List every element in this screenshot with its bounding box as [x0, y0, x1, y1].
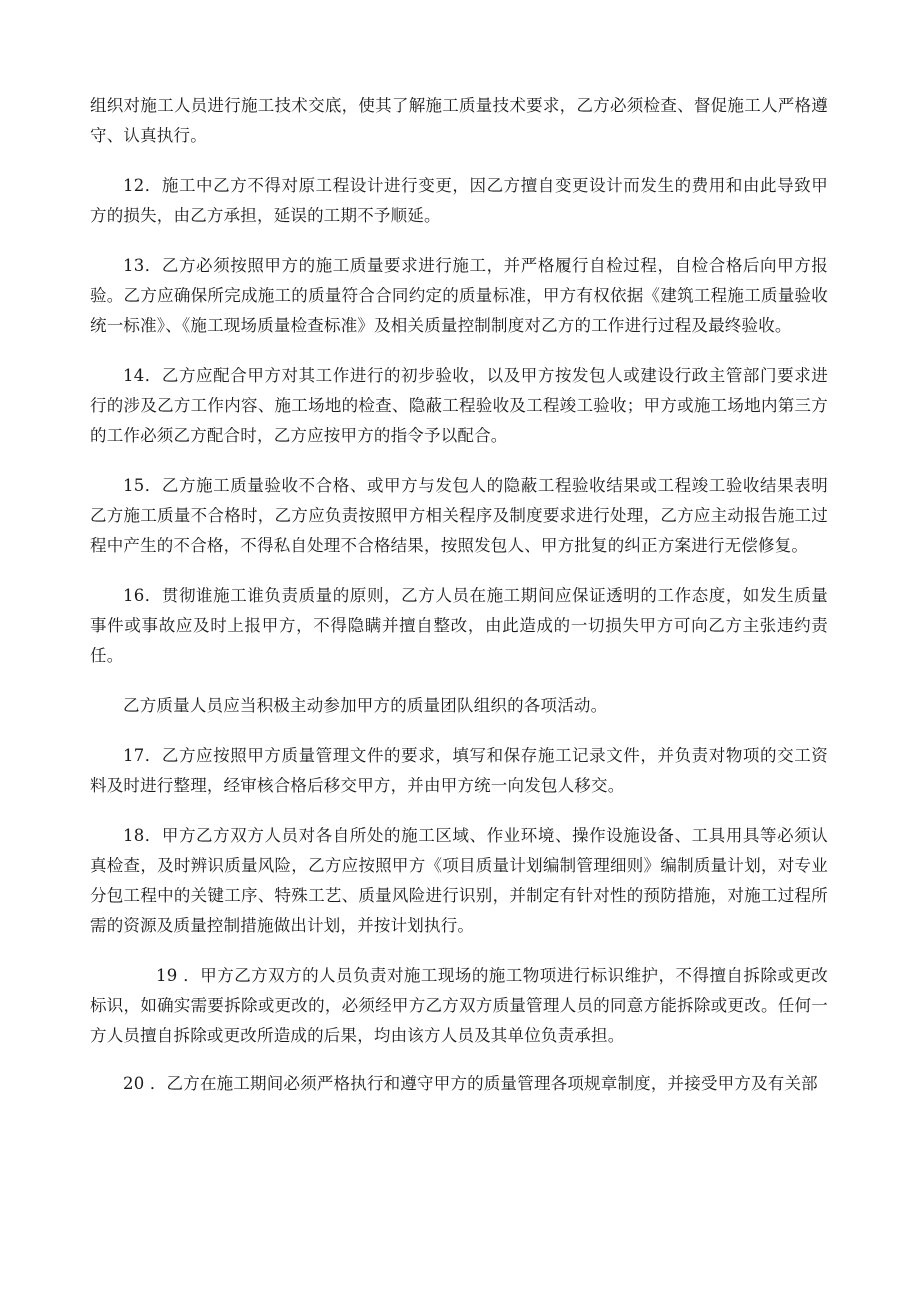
paragraph-18: 18．甲方乙方双方人员对各自所处的施工区域、作业环境、操作设施设备、工具用具等必须认真检查，及时辨识质量风险，乙方应按照甲方《项目质量计划编制管理细则》编制质量计划，对专业分包工程中的关键工序、特殊工艺、质量风险进行识别，并制定有针对性的预防措施，对施工过程所需的资源及质量控制措施做出计划，并按计划执行。: [90, 826, 828, 935]
paragraph-14: 14．乙方应配合甲方对其工作进行的初步验收，以及甲方按发包人或建设行政主管部门要求进行的涉及乙方工作内容、施工场地的检查、隐蔽工程验收及工程竣工验收；甲方或施工场地内第三方的工作必须乙方配合时，乙方应按甲方的指令予以配合。: [90, 366, 828, 445]
paragraph-16: 16．贯彻谁施工谁负责质量的原则，乙方人员在施工期间应保证透明的工作态度，如发生质量事件或事故应及时上报甲方，不得隐瞒并擅自整改，由此造成的一切损失甲方可向乙方主张违约责任。: [90, 586, 828, 665]
paragraph-19-number: 19: [156, 966, 178, 985]
paragraph-16-note: 乙方质量人员应当积极主动参加甲方的质量团队组织的各项活动。: [123, 696, 608, 715]
paragraph-12: 12．施工中乙方不得对原工程设计进行变更，因乙方擅自变更设计而发生的费用和由此导致甲方的损失，由乙方承担，延误的工期不予顺延。: [90, 176, 828, 225]
paragraph-19-body: ．甲方乙方双方的人员负责对施工现场的施工物项进行标识维护，不得擅自拆除或更改标识，如确实需要拆除或更改的，必须经甲方乙方双方质量管理人员的同意方能拆除或更改。任何一方人员擅自拆除或更改所造成的后果，均由该方人员及其单位负责承担。: [90, 966, 828, 1045]
paragraph-15: 15．乙方施工质量验收不合格、或甲方与发包人的隐蔽工程验收结果或工程竣工验收结果表明乙方施工质量不合格时，乙方应负责按照甲方相关程序及制度要求进行处理，乙方应主动报告施工过程中产生的不合格，不得私自处理不合格结果，按照发包人、甲方批复的纠正方案进行无偿修复。: [90, 476, 828, 555]
paragraph-continuation: 组织对施工人员进行施工技术交底，使其了解施工质量技术要求，乙方必须检查、督促施工人严格遵守、认真执行。: [90, 96, 828, 145]
paragraph-17: 17．乙方应按照甲方质量管理文件的要求，填写和保存施工记录文件，并负责对物项的交工资料及时进行整理，经审核合格后移交甲方，并由甲方统一向发包人移交。: [90, 746, 828, 795]
paragraph-19: [90, 961, 828, 1051]
paragraph-13: 13．乙方必须按照甲方的施工质量要求进行施工，并严格履行自检过程，自检合格后向甲方报验。乙方应确保所完成施工的质量符合合同约定的质量标准，甲方有权依据《建筑工程施工质量验收统一标准》、《施工现场质量检查标准》及相关质量控制制度对乙方的工作进行过程及最终验收。: [90, 256, 828, 335]
paragraph-20: 20 ．乙方在施工期间必须严格执行和遵守甲方的质量管理各项规章制度，并接受甲方及有关部: [123, 1074, 818, 1093]
